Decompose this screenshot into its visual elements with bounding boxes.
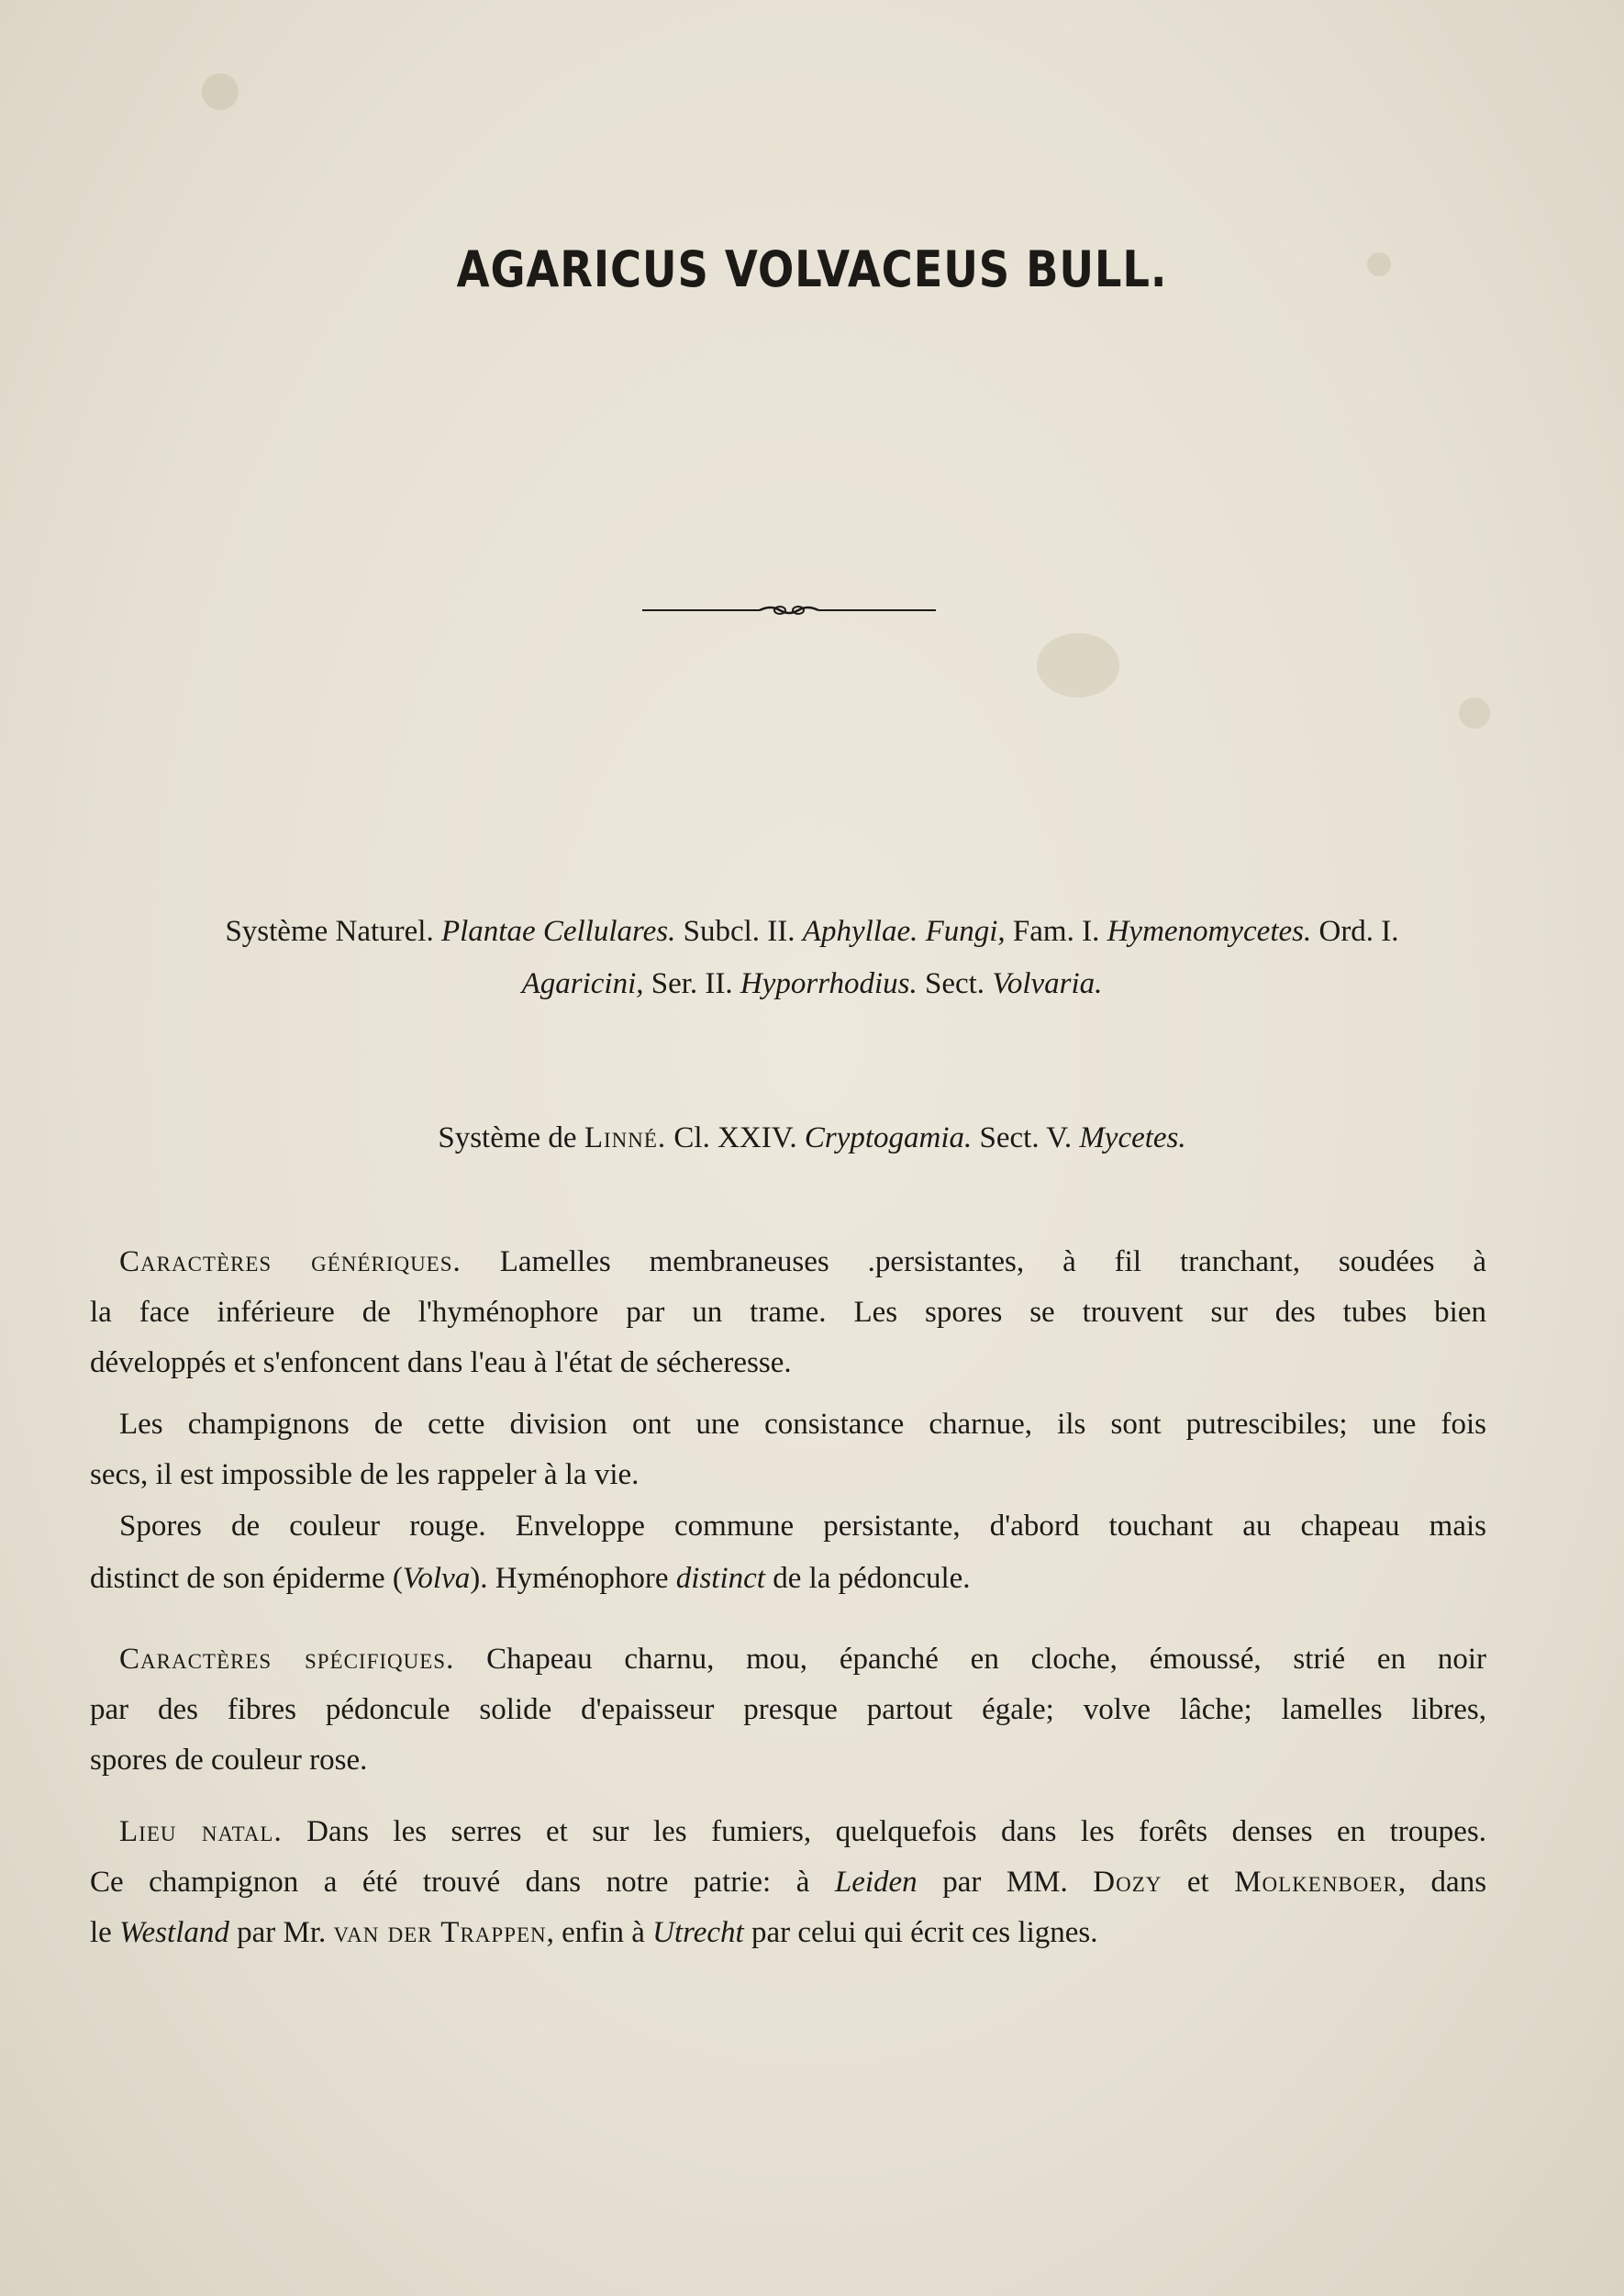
generiques-line-2: la face inférieure de l'hyménophore par un trame. Les spores se trouvent sur des tubes bien — [90, 1296, 1486, 1329]
generiques-p3-line-1: Spores de couleur rouge. Enveloppe commune persistante, d'abord touchant au chapeau mais — [119, 1510, 1486, 1543]
systeme-naturel-line-1: Système Naturel. Plantae Cellulares. Subcl. II. Aphyllae. Fungi, Fam. I. Hymenomycetes. Ord. I. — [225, 915, 1399, 948]
lieu-line-2: Ce champignon a été trouvé dans notre patrie: à Leiden par MM. Dozy et Molkenboer, dans — [90, 1866, 1487, 1899]
foxing-spot — [1459, 697, 1490, 729]
specifiques-line-3: spores de couleur rose. — [90, 1744, 368, 1777]
lieu-line-1: Lieu natal. Dans les serres et sur les fumiers, quelquefois dans les forêts denses en troupes. — [119, 1815, 1487, 1848]
systeme-naturel-line-2: Agaricini, Ser. II. Hyporrhodius. Sect. Volvaria. — [521, 967, 1103, 1000]
specifiques-line-2: par des fibres pédoncule solide d'epaisseur presque partout égale; volve lâche; lamelles libres, — [90, 1693, 1486, 1726]
generiques-p2-line-2: secs, il est impossible de les rappeler à la vie. — [90, 1458, 640, 1491]
generiques-p2-line-1: Les champignons de cette division ont une consistance charnue, ils sont putrescibiles; une fois — [119, 1408, 1486, 1441]
lieu-line-3: le Westland par Mr. van der Trappen, enfin à Utrecht par celui qui écrit ces lignes. — [90, 1916, 1098, 1949]
lieu-heading: Lieu natal. — [119, 1815, 283, 1848]
generiques-line-1: Caractères génériques. Lamelles membraneuses .persistantes, à fil tranchant, soudées à — [119, 1245, 1487, 1278]
generiques-heading: Caractères génériques. — [119, 1245, 462, 1278]
specifiques-heading: Caractères spécifiques. — [119, 1643, 455, 1676]
generiques-line-3: développés et s'enfoncent dans l'eau à l'état de sécheresse. — [90, 1346, 792, 1379]
specifiques-line-1: Caractères spécifiques. Chapeau charnu, mou, épanché en cloche, émoussé, strié en noir — [119, 1643, 1487, 1676]
ornament-divider-icon — [642, 596, 936, 624]
systeme-linne-line: Système de Linné. Cl. XXIV. Cryptogamia. Sect. V. Mycetes. — [438, 1121, 1186, 1154]
page-title: AGARICUS VOLVACEUS BULL. — [456, 240, 1168, 298]
foxing-spot — [1037, 633, 1119, 697]
foxing-spot — [202, 73, 239, 110]
generiques-p3-line-2: distinct de son épiderme (Volva). Hyménophore distinct de la pédoncule. — [90, 1562, 971, 1595]
